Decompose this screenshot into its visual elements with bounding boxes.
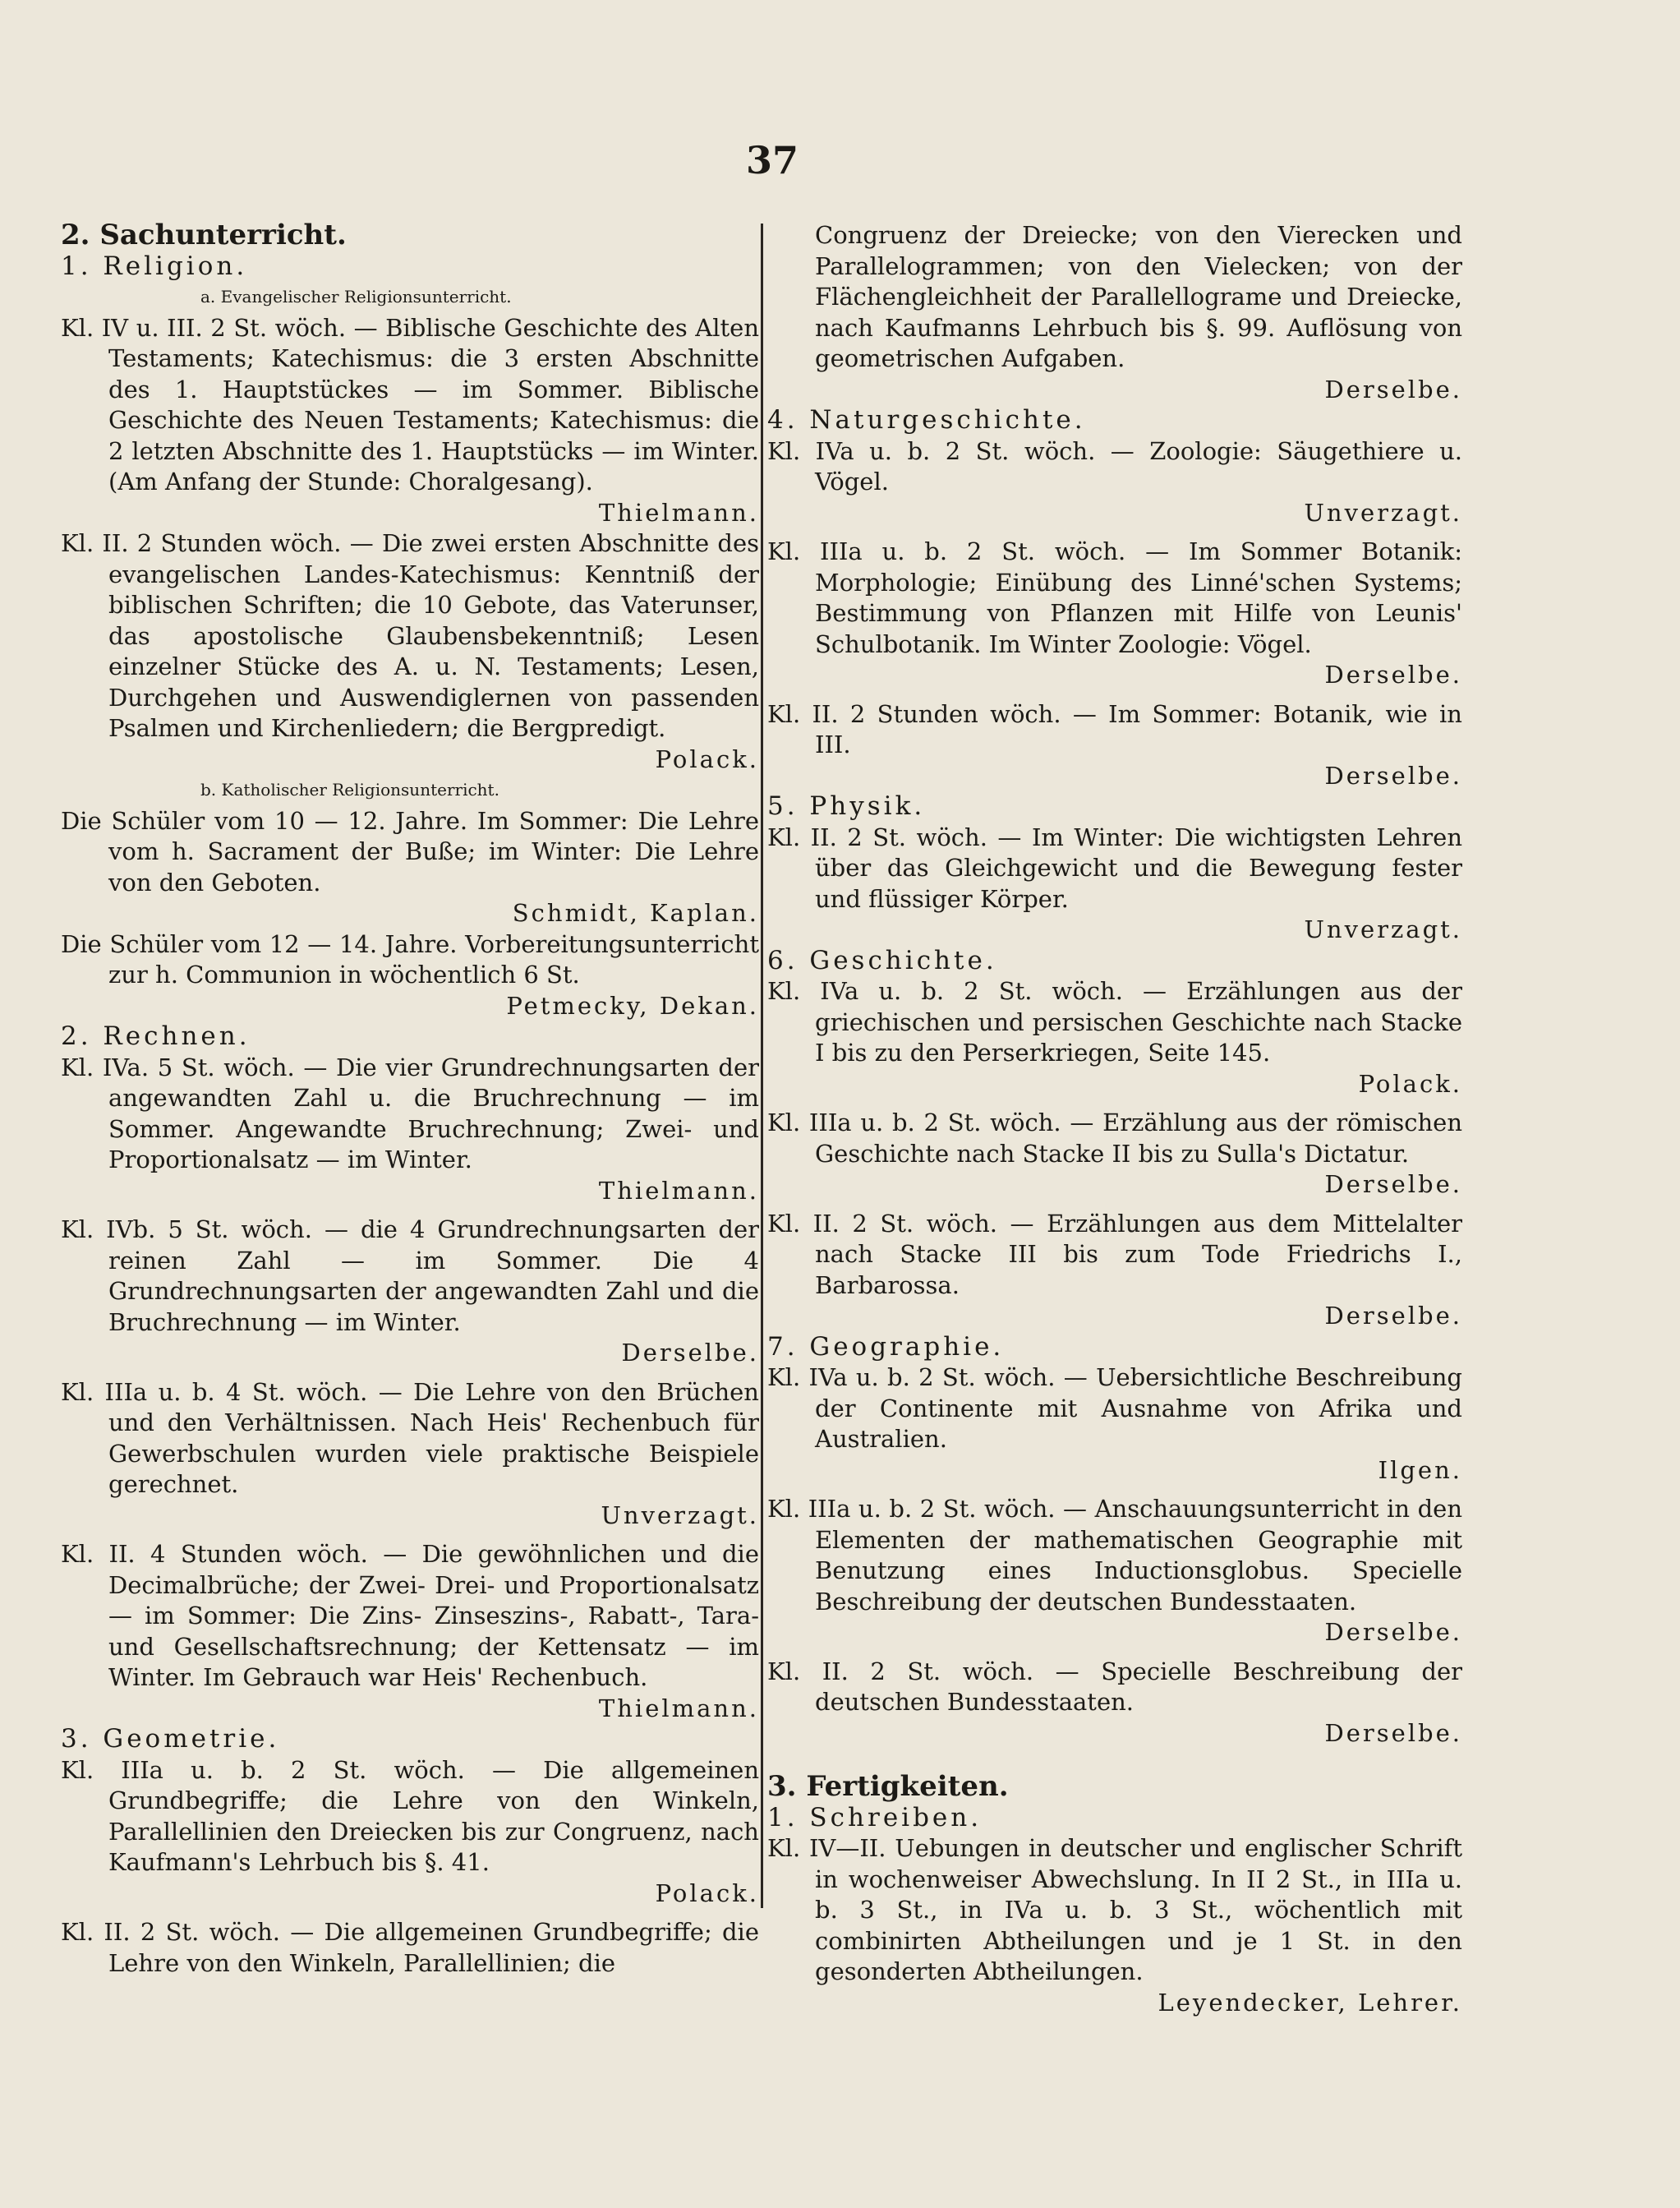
entry-author: Unverzagt. <box>601 1500 759 1529</box>
entry-author: Derselbe. <box>1324 1170 1462 1198</box>
entry-text: Kl. II. 2 St. wöch. — Erzählungen aus dem Mittelalter nach Stacke III bis zum Tode Friedrichs I., Barbarossa. <box>767 1209 1462 1299</box>
geographie-entry <box>767 1657 1462 1749</box>
right-column <box>767 220 1462 2018</box>
entry-text: Kl. II. 2 Stunden wöch. — Die zwei ersten Abschnitte des evangelischen Landes-Katechismus: Kenntniß der biblischen Schriften; die 10 Gebote, das Vaterunser, das apostolische Glaubensbekenntniß; Lesen einzelner Stücke des A. u. N. Testaments; Lesen, Durchgehen und Auswendiglernen von passenden Psalmen und Kirchenliedern; die Bergpredigt. <box>61 529 759 742</box>
entry-text: Kl. IIIa u. b. 2 St. wöch. — Im Sommer Botanik: Morphologie; Einübung des Linné'schen Systems; Bestimmung von Pflanzen mit Hilfe von Leunis' Schulbotanik. Im Winter Zoologie: Vögel. <box>767 537 1462 658</box>
entry-text: Kl. IIIa u. b. 4 St. wöch. — Die Lehre von den Brüchen und den Verhältnissen. Nach Heis' Rechenbuch für Gewerbschulen wurden viele praktische Beispiele gerechnet. <box>61 1377 759 1498</box>
geometrie-continuation <box>767 220 1462 405</box>
entry-text: Kl. IVa. 5 St. wöch. — Die vier Grundrechnungsarten der angewandten Zahl u. die Bruchrechnung — im Sommer. Angewandte Bruchrechnung; Zwei- und Proportionalsatz — im Winter. <box>61 1053 759 1173</box>
entry-text: Kl. IVa u. b. 2 St. wöch. — Erzählungen aus der griechischen und persischen Geschichte nach Stacke I bis zu den Perserkriegen, Seite 145. <box>767 977 1462 1067</box>
entry-author: Petmecky, Dekan. <box>506 991 759 1020</box>
entry-text: Kl. IIIa u. b. 2 St. wöch. — Die allgemeinen Grundbegriffe; die Lehre von den Winkeln, Parallellinien den Dreiecken bis zur Congruenz, nach Kaufmann's Lehrbuch bis §. 41. <box>61 1755 759 1876</box>
entry-author: Thielmann. <box>598 1176 759 1205</box>
subsection-title-geometrie: 3. Geometrie. <box>61 1724 280 1754</box>
subsection-title-rechnen: 2. Rechnen. <box>61 1021 251 1051</box>
geographie-entry <box>767 1362 1462 1486</box>
entry-author: Ilgen. <box>1378 1455 1462 1484</box>
subsection-title-physik: 5. Physik. <box>767 791 926 821</box>
entry-author: Polack. <box>655 744 759 773</box>
entry-text: Kl. IIIa u. b. 2 St. wöch. — Anschauungsunterricht in den Elementen der mathematischen Geographie mit Benutzung eines Inductionsglobus. Specielle Beschreibung der deutschen Bundesstaaten. <box>767 1495 1462 1616</box>
naturgeschichte-entry <box>767 537 1462 691</box>
entry-text: Congruenz der Dreiecke; von den Vierecken und Parallelogrammen; von den Vielecken; von der Flächengleichheit der Parallellograme und Dreiecke, nach Kaufmanns Lehrbuch bis §. 99. Auflösung von geometrischen Aufgaben. <box>815 221 1462 372</box>
religion-entry <box>61 313 759 529</box>
entry-author: Thielmann. <box>598 1694 759 1722</box>
entry-author: Polack. <box>655 1878 759 1907</box>
page-number: 37 <box>745 138 799 182</box>
column-divider <box>761 224 763 1908</box>
geschichte-entry <box>767 976 1462 1099</box>
subsection-title-geschichte: 6. Geschichte. <box>767 945 997 975</box>
religion-entry <box>61 806 759 929</box>
entry-author: Derselbe. <box>1324 1718 1462 1747</box>
entry-text: Kl. II. 2 St. wöch. — Im Winter: Die wichtigsten Lehren über das Gleichgewicht und die Bewegung fester und flüssiger Körper. <box>767 823 1462 913</box>
entry-author: Derselbe. <box>621 1339 759 1367</box>
entry-text: Kl. IV u. III. 2 St. wöch. — Biblische Geschichte des Alten Testaments; Katechismus: die 3 ersten Abschnitte des 1. Hauptstückes — im Sommer. Biblische Geschichte des Neuen Testaments; Katechismus: die 2 letzten Abschnitte des 1. Hauptstücks — im Winter. (Am Anfang der Stunde: Choralgesang). <box>61 313 759 496</box>
rechnen-entry <box>61 1377 759 1532</box>
section-title-fertigkeiten: 3. Fertigkeiten. <box>767 1770 1009 1803</box>
rechnen-entry <box>61 1539 759 1724</box>
subsection-title-geographie: 7. Geographie. <box>767 1331 1005 1362</box>
left-column <box>61 220 759 1979</box>
entry-author: Derselbe. <box>1324 375 1462 403</box>
geometrie-entry <box>61 1917 759 1979</box>
entry-text: Kl. II. 2 St. wöch. — Die allgemeinen Grundbegriffe; die Lehre von den Winkeln, Parallellinien; die <box>61 1918 759 1977</box>
entry-author: Derselbe. <box>1324 761 1462 790</box>
religion-entry <box>61 528 759 775</box>
geschichte-entry <box>767 1209 1462 1332</box>
rechnen-entry <box>61 1053 759 1207</box>
entry-text: Kl. II. 2 St. wöch. — Specielle Beschreibung der deutschen Bundesstaaten. <box>767 1657 1462 1716</box>
physik-entry <box>767 823 1462 946</box>
subsubsection-title-evangelisch: a. Evangelischer Religionsunterricht. <box>200 287 512 307</box>
entry-author: Derselbe. <box>1324 1618 1462 1646</box>
naturgeschichte-entry <box>767 699 1462 792</box>
section-title-sachunterricht: 2. Sachunterricht. <box>61 219 347 251</box>
entry-text: Kl. IVa u. b. 2 St. wöch. — Uebersichtliche Beschreibung der Continente mit Ausnahme von Afrika und Australien. <box>767 1363 1462 1453</box>
subsubsection-title-katholisch: b. Katholischer Religionsunterricht. <box>200 780 499 800</box>
entry-author: Thielmann. <box>598 498 759 527</box>
religion-entry <box>61 929 759 1022</box>
geschichte-entry <box>767 1108 1462 1201</box>
entry-text: Die Schüler vom 10 — 12. Jahre. Im Sommer: Die Lehre vom h. Sacrament der Buße; im Winter: Die Lehre von den Geboten. <box>61 806 759 897</box>
subsection-title-schreiben: 1. Schreiben. <box>767 1802 983 1832</box>
geometrie-entry <box>61 1755 759 1910</box>
entry-text: Kl. II. 4 Stunden wöch. — Die gewöhnlichen und die Decimalbrüche; der Zwei- Drei- und Proportionalsatz — im Sommer: Die Zins- Zinseszins-, Rabatt-, Tara- und Gesellschaftsrechnung; der Kettensatz — im Winter. Im Gebrauch war Heis' Rechenbuch. <box>61 1540 759 1691</box>
entry-author: Polack. <box>1358 1069 1462 1098</box>
rechnen-entry <box>61 1215 759 1369</box>
geographie-entry <box>767 1494 1462 1648</box>
subsection-title-religion: 1. Religion. <box>61 251 248 281</box>
entry-author: Unverzagt. <box>1304 915 1462 943</box>
entry-text: Kl. IV—II. Uebungen in deutscher und englischer Schrift in wochenweiser Abwechslung. In II 2 St., in IIIa u. b. 3 St., in IVa u. b. 3 St., wöchentlich mit combinirten Abtheilungen und je 1 St. in den gesonderten Abtheilungen. <box>767 1834 1462 1985</box>
entry-author: Leyendecker, Lehrer. <box>1158 1988 1462 2017</box>
schreiben-entry <box>767 1833 1462 2018</box>
entry-author: Schmidt, Kaplan. <box>512 899 759 927</box>
naturgeschichte-entry <box>767 436 1462 529</box>
entry-text: Kl. IVa u. b. 2 St. wöch. — Zoologie: Säugethiere u. Vögel. <box>767 436 1462 496</box>
entry-text: Kl. II. 2 Stunden wöch. — Im Sommer: Botanik, wie in III. <box>767 699 1462 758</box>
entry-text: Die Schüler vom 12 — 14. Jahre. Vorbereitungsunterricht zur h. Communion in wöchentlich 6 St. <box>61 929 759 989</box>
entry-author: Unverzagt. <box>1304 498 1462 527</box>
subsection-title-naturgeschichte: 4. Naturgeschichte. <box>767 405 1086 435</box>
entry-text: Kl. IIIa u. b. 2 St. wöch. — Erzählung aus der römischen Geschichte nach Stacke II bis zu Sulla's Dictatur. <box>767 1109 1462 1168</box>
entry-author: Derselbe. <box>1324 661 1462 689</box>
entry-text: Kl. IVb. 5 St. wöch. — die 4 Grundrechnungsarten der reinen Zahl — im Sommer. Die 4 Grundrechnungsarten der angewandten Zahl und die Bruchrechnung — im Winter. <box>61 1215 759 1336</box>
entry-author: Derselbe. <box>1324 1302 1462 1330</box>
